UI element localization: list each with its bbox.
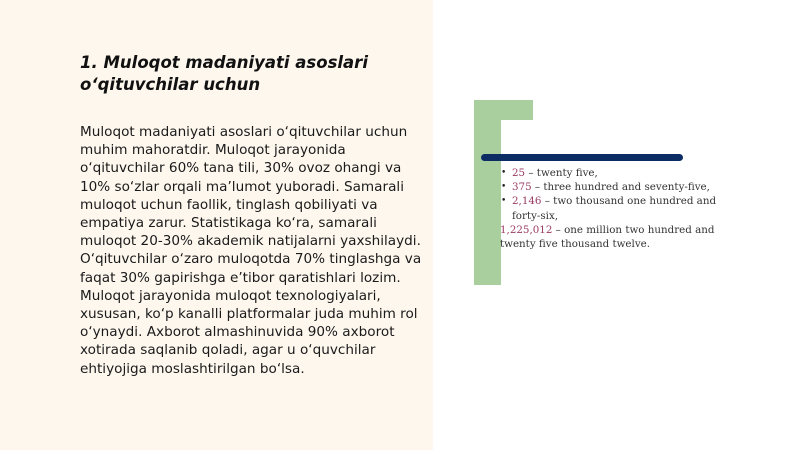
bullet-icon: • xyxy=(501,182,507,193)
list-item-number: 25 xyxy=(512,167,526,179)
bullet-icon: • xyxy=(501,196,507,207)
list-item-number: 2,146 xyxy=(512,195,542,208)
list-item-text: – one million two hundred and twenty five thousand twelve. xyxy=(500,223,715,251)
slide-title: 1. Muloqot madaniyati asoslari o‘qituvchilar uchun xyxy=(80,53,368,94)
bullet-icon: • xyxy=(501,168,507,178)
list-item-number: 1,225,012 xyxy=(500,223,553,236)
list-item-text: – three hundred and seventy-five, xyxy=(531,181,710,194)
list-item xyxy=(488,223,740,251)
navy-divider-line xyxy=(481,154,683,161)
number-examples-list xyxy=(500,166,740,251)
green-bracket-horizontal xyxy=(474,100,533,120)
list-item-text: – twenty five, xyxy=(525,167,598,179)
list-item-text: – two thousand one hundred and forty-six, xyxy=(512,195,717,222)
list-item xyxy=(500,166,740,180)
green-bracket-vertical xyxy=(474,100,501,285)
list-item xyxy=(500,194,740,222)
list-item-number: 375 xyxy=(512,181,532,194)
list-item xyxy=(500,180,740,194)
slide-body-text: Muloqot madaniyati asoslari o‘qituvchilar uchun muhim mahoratdir. Muloqot jarayonida o‘qituvchilar 60% tana tili, 30% ovoz ohangi va 10% so‘zlar orqali ma’lumot yuboradi. Samarali muloqot uchun faollik, tinglash qobiliyati va empatiya zarur. Statistikaga ko‘ra, samarali muloqot 20-30% akademik natijalarni yaxshilaydi. O‘qituvchilar o‘zaro muloqotda 70% tinglashga va faqat 30% gapirishga e’tibor qaratishlari lozim. Muloqot jarayonida muloqot texnologiyalari, xususan, ko‘p kanalli platformalar juda muhim rol o‘ynaydi. Axborot almashinuvida 90% axborot xotirada saqlanib qoladi, agar u o‘quvchilar ehtiyojiga moslashtirilgan bo‘lsa. xyxy=(80,124,422,377)
